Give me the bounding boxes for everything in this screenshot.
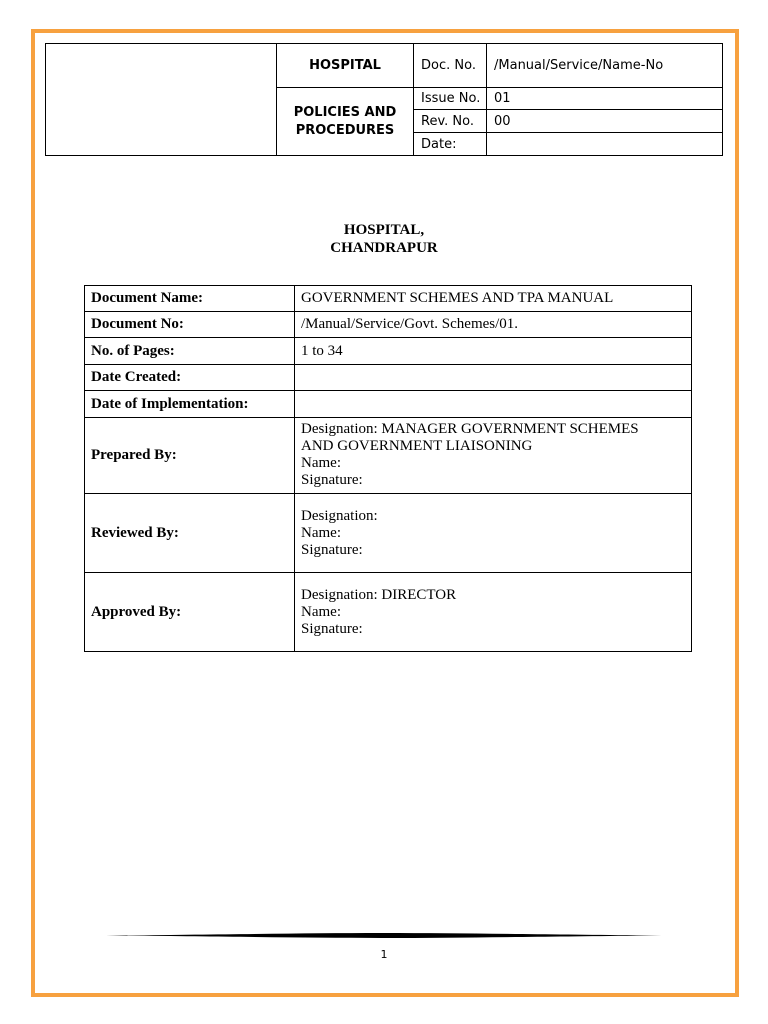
pages-label: No. of Pages: <box>85 338 295 365</box>
issue-no-label: Issue No. <box>414 88 487 110</box>
table-row <box>85 286 692 312</box>
table-row <box>85 338 692 365</box>
rev-no-label: Rev. No. <box>414 110 487 133</box>
table-row <box>85 573 692 652</box>
approved-signature: Signature: <box>301 620 363 637</box>
document-no-label: Document No: <box>85 312 295 338</box>
date-value <box>487 133 723 156</box>
reviewed-by-label: Reviewed By: <box>85 494 295 573</box>
reviewed-name: Name: <box>301 524 341 541</box>
document-details-table <box>84 285 692 652</box>
header-title-line2: PROCEDURES <box>295 122 395 138</box>
rev-no-value: 00 <box>487 110 723 133</box>
document-name-value: GOVERNMENT SCHEMES AND TPA MANUAL <box>295 286 692 312</box>
date-label: Date: <box>414 133 487 156</box>
doc-no-label: Doc. No. <box>414 44 487 88</box>
document-heading <box>0 221 768 257</box>
document-name-label: Document Name: <box>85 286 295 312</box>
reviewed-by-value <box>295 494 692 573</box>
table-row <box>85 312 692 338</box>
table-row <box>85 391 692 418</box>
doc-no-value: /Manual/Service/Name-No <box>487 44 723 88</box>
prepared-signature: Signature: <box>301 472 363 488</box>
reviewed-designation: Designation: <box>301 507 378 524</box>
heading-line1: HOSPITAL, <box>343 222 425 238</box>
date-created-value <box>295 365 692 391</box>
approved-name: Name: <box>301 603 341 620</box>
reviewed-signature: Signature: <box>301 541 363 558</box>
header-title <box>277 88 414 156</box>
logo-cell <box>46 44 277 156</box>
approved-designation: Designation: DIRECTOR <box>301 586 457 603</box>
prepared-name: Name: <box>301 455 341 471</box>
date-implementation-value <box>295 391 692 418</box>
header-org: HOSPITAL <box>277 44 414 88</box>
table-row <box>85 494 692 573</box>
document-no-value: /Manual/Service/Govt. Schemes/01. <box>295 312 692 338</box>
table-row <box>85 365 692 391</box>
approved-by-label: Approved By: <box>85 573 295 652</box>
issue-no-value: 01 <box>487 88 723 110</box>
prepared-by-value <box>295 418 692 494</box>
heading-line2: CHANDRAPUR <box>330 240 438 256</box>
footer-divider <box>106 933 662 938</box>
page-number: 1 <box>380 948 388 961</box>
date-created-label: Date Created: <box>85 365 295 391</box>
pages-value: 1 to 34 <box>295 338 692 365</box>
approved-by-value <box>295 573 692 652</box>
prepared-designation-line1: Designation: MANAGER GOVERNMENT SCHEMES <box>301 421 639 437</box>
prepared-designation-line2: AND GOVERNMENT LIAISONING <box>301 438 533 454</box>
table-row <box>85 418 692 494</box>
document-header-table <box>45 43 723 156</box>
prepared-by-label: Prepared By: <box>85 418 295 494</box>
date-implementation-label: Date of Implementation: <box>85 391 295 418</box>
header-title-line1: POLICIES AND <box>293 104 397 120</box>
